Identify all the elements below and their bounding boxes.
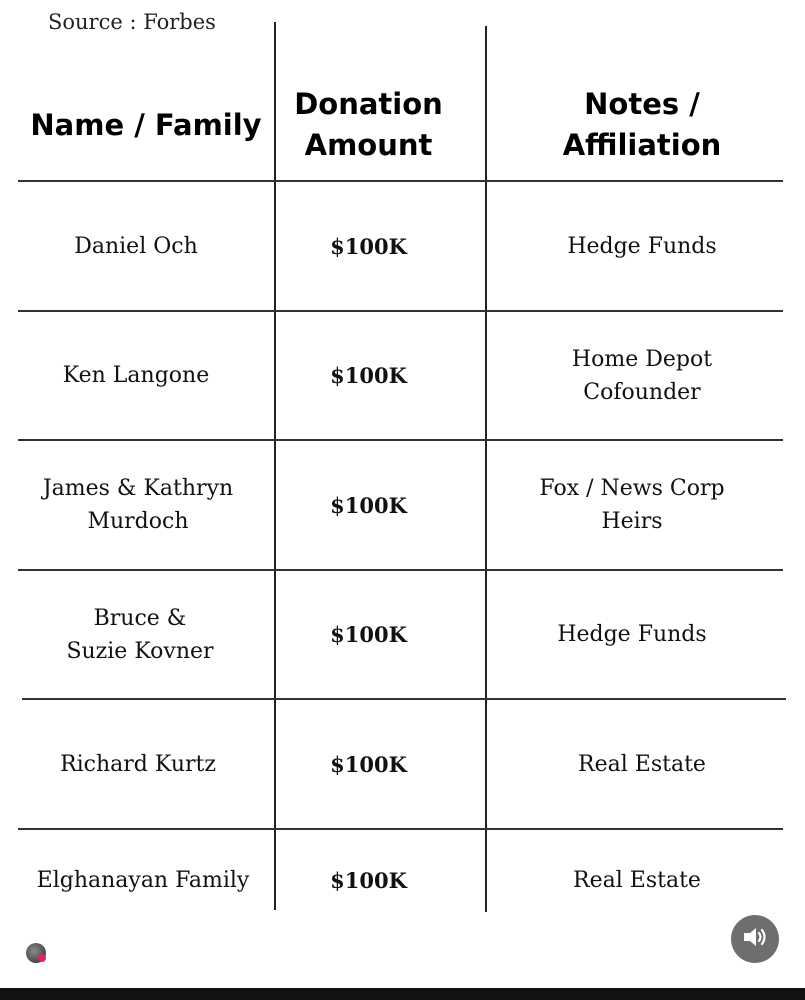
table-cell-notes: Real Estate [578,751,706,777]
table-cell-amount: $100K [330,622,407,647]
table-cell-amount: $100K [330,233,407,259]
bottom-bar [0,988,805,1000]
table-cell-notes: Real Estate [573,867,701,893]
table-cell-name: James & Kathryn Murdoch [42,476,234,534]
table-cell-notes: Home Depot Cofounder [571,346,713,405]
source-caption: Source : Forbes [48,10,216,34]
header-name: Name / Family [30,107,262,142]
heart-icon [38,954,46,962]
table-cell-amount: $100K [330,363,407,388]
table-cell-name: Daniel Och [74,233,198,259]
table-cell-notes: Hedge Funds [567,233,717,259]
table-cell-amount: $100K [330,751,407,777]
table-cell-amount: $100K [330,867,407,893]
table-cell-name: Ken Langone [62,363,210,388]
table-cell-amount: $100K [330,492,407,518]
header-donation-amount: Donation Amount [294,87,443,162]
table-cell-name: Richard Kurtz [60,751,216,777]
sound-toggle-button[interactable] [731,915,779,963]
table-cell-notes: Fox / News Corp Heirs [539,476,725,534]
table-cell-name: Elghanayan Family [36,867,250,893]
header-notes-affiliation: Notes / Affiliation [562,87,722,162]
table-cell-notes: Hedge Funds [557,622,707,647]
table-cell-name: Bruce & Suzie Kovner [66,605,214,664]
speaker-icon [742,926,768,952]
